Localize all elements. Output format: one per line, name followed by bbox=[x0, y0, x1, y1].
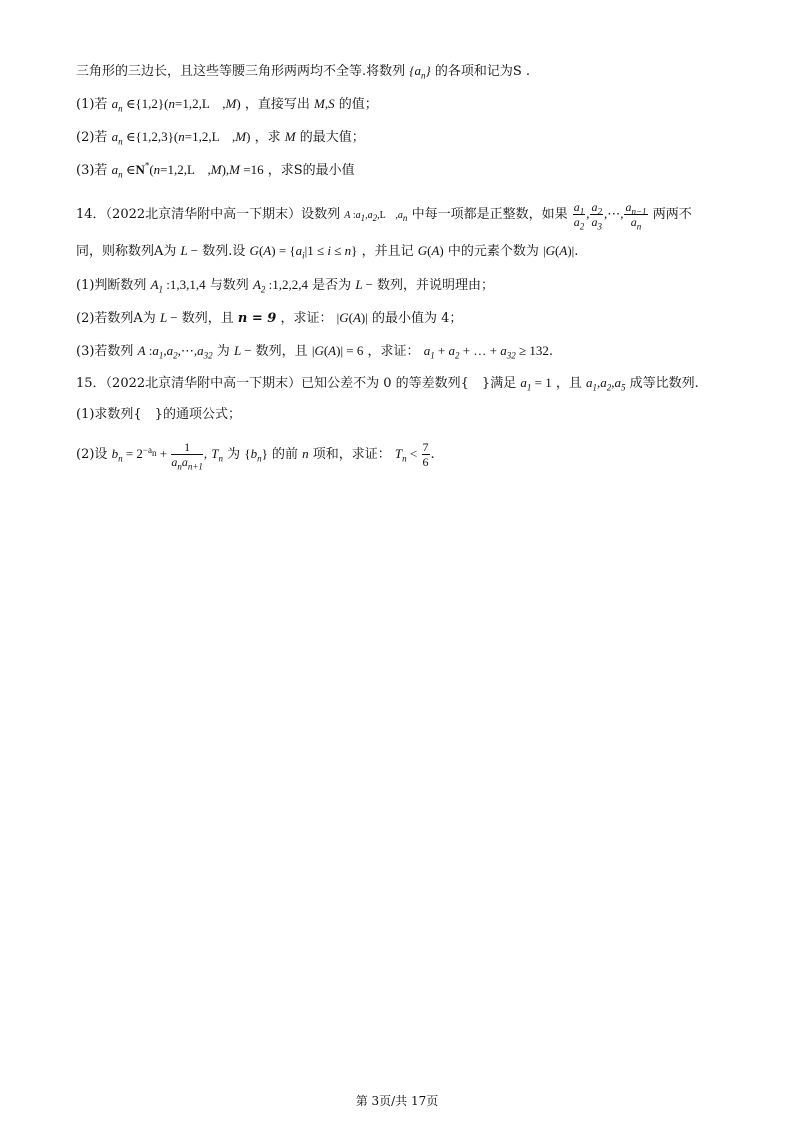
question-14-stem: 14．（2022北京清华附中高一下期末）设数列 A $:a_1,a_2,L$ $,a_n$ 中每一项都是正整数，如果 $\frac{a_1}{a_2}$ , $\frac{a_2}{a_3}$ ,⋯, $\frac{a_{n-1}}{a_n}$ 两两不 bbox=[76, 200, 692, 232]
text: . bbox=[430, 447, 435, 462]
text: ，且 bbox=[555, 376, 582, 391]
math-g-def: $G(A) = \{a_i|1 \le i \le n\}$ bbox=[249, 243, 358, 261]
text: 三角形的三边长，且这些等腰三角形两两均不全等.将数列 bbox=[76, 64, 406, 79]
text: ，求证： bbox=[367, 344, 420, 359]
math-set: $a_n$ ∈N*(n=1,2,L ,M),M =16 bbox=[111, 160, 264, 180]
math-a1-eq: $a_1 = 1$ bbox=[520, 375, 552, 393]
text: 数列，且 bbox=[181, 311, 234, 326]
text: ，求 bbox=[254, 130, 281, 145]
question-14-stem-2 bbox=[76, 242, 734, 261]
text: 与数列 bbox=[209, 278, 249, 293]
text: (2)设 bbox=[76, 447, 108, 462]
text: ，直接写出 bbox=[244, 97, 310, 112]
math-n: n bbox=[302, 446, 309, 461]
text: (1)求数列{ }的通项公式； bbox=[76, 407, 241, 422]
text: ，求S的最小值 bbox=[267, 163, 355, 178]
question-15-stem bbox=[76, 374, 734, 393]
text: . bbox=[548, 344, 553, 359]
math-tn: $T_n$ bbox=[211, 446, 224, 464]
math-l: L − bbox=[233, 343, 252, 358]
math-g: G(A) bbox=[417, 243, 444, 258]
math-sum: $a_1 + a_2$ + … + $a_{32} \ge 132$ bbox=[423, 343, 549, 361]
text: 中的元素个数为 bbox=[447, 244, 539, 259]
text: 是否为 bbox=[312, 278, 352, 293]
math-n9: n = 9 bbox=[237, 311, 277, 326]
math-fraction: $\frac{a_{n-1}}{a_n}$ bbox=[625, 200, 647, 232]
math-set: $a_n$ ∈{1,2,3}(n=1,2,L ,M) bbox=[111, 129, 251, 147]
text: 的最小值为 4； bbox=[371, 311, 463, 326]
text: (2)若数列A为 bbox=[76, 311, 156, 326]
text: 数列.设 bbox=[202, 244, 246, 259]
text: 成等比数列. bbox=[629, 376, 699, 391]
text: 项和，求证： bbox=[312, 447, 391, 462]
math-seq32: A $:a_1,a_2,\cdots,a_{32}$ bbox=[137, 343, 213, 361]
math-fraction: $\frac{a_2}{a_3}$ bbox=[591, 200, 602, 232]
math-a2: $A_2$ :1,2,2,4 bbox=[252, 277, 309, 295]
text: 为 bbox=[216, 344, 230, 359]
math-l: L − bbox=[180, 243, 199, 258]
text: ，并且记 bbox=[361, 244, 414, 259]
text: 的前 bbox=[271, 447, 298, 462]
text: 的值； bbox=[338, 97, 378, 112]
math-bn: $b_n = 2^{-a_n}$ + bbox=[111, 444, 171, 464]
question-13-part-2 bbox=[76, 128, 734, 147]
question-14-part-3 bbox=[76, 342, 734, 361]
math-bn-set: $\{b_n\}$ bbox=[244, 446, 268, 464]
math-a125: $a_1,a_2,a_5$ bbox=[586, 375, 626, 393]
text: (1)若 bbox=[76, 97, 108, 112]
text: (1)判断数列 bbox=[76, 278, 147, 293]
text: 的各项和记为S . bbox=[434, 64, 530, 79]
text: (2)若 bbox=[76, 130, 108, 145]
text: 两两不 bbox=[652, 207, 692, 222]
math-g-abs: |G(A)| bbox=[543, 243, 575, 258]
math-tn-lt: $T_n$ < bbox=[394, 446, 421, 464]
question-13-part-1 bbox=[76, 95, 734, 114]
question-15-part-1 bbox=[76, 406, 734, 424]
page-footer: 第 3页/共 17页 bbox=[355, 1094, 439, 1108]
math-ms: M,S bbox=[314, 96, 335, 111]
text: 的最大值； bbox=[299, 130, 365, 145]
text-line-1 bbox=[76, 62, 734, 81]
text: 数列，且 bbox=[255, 344, 308, 359]
math-l: L − bbox=[355, 277, 373, 292]
math-seq: A $:a_1,a_2,L$ $,a_n$ bbox=[344, 210, 408, 223]
math-g6: |G(A)| = 6 bbox=[311, 343, 364, 358]
text: (3)若数列 bbox=[76, 344, 134, 359]
math-fraction: $\frac{7}{6}$ bbox=[422, 440, 429, 469]
math-set: $a_n$ ∈{1,2}(n=1,2,L ,M) bbox=[111, 96, 241, 114]
question-14-part-2 bbox=[76, 309, 734, 328]
text: 14．（2022北京清华附中高一下期末）设数列 bbox=[76, 207, 341, 222]
text: 数列，并说明理由； bbox=[377, 278, 495, 293]
text: (3)若 bbox=[76, 163, 108, 178]
math-fraction: $\frac{a_1}{a_2}$ bbox=[573, 200, 585, 232]
text: . bbox=[574, 244, 579, 259]
math-fraction: $\frac{1}{a_na_{n+1}}$ bbox=[171, 440, 203, 472]
math-a1: $A_1$ :1,3,1,4 bbox=[150, 277, 206, 295]
math-an: $\{a_n\}$ bbox=[409, 63, 431, 81]
text: 15．（2022北京清华附中高一下期末）已知公差不为 0 的等差数列{ }满足 bbox=[76, 376, 517, 391]
text: 中每一项都是正整数，如果 bbox=[411, 207, 568, 222]
question-13-part-3 bbox=[76, 161, 734, 180]
math-l: L − bbox=[159, 310, 178, 325]
text: ，求证： bbox=[280, 311, 333, 326]
math-m: M bbox=[284, 129, 296, 144]
text: 同，则称数列A为 bbox=[76, 244, 177, 259]
question-15-part-2: (2)设 $b_n = 2^{-a_n}$ + $\frac{1}{a_na_{n+1}}$ , $T_n$ 为 $\{b_n\}$ 的前 n 项和，求证： $T_n$ < $\frac{7}{6}$ . bbox=[76, 440, 435, 472]
math-g-abs: |G(A)| bbox=[336, 310, 368, 325]
question-14-part-1 bbox=[76, 276, 734, 295]
text: 为 bbox=[227, 447, 241, 462]
